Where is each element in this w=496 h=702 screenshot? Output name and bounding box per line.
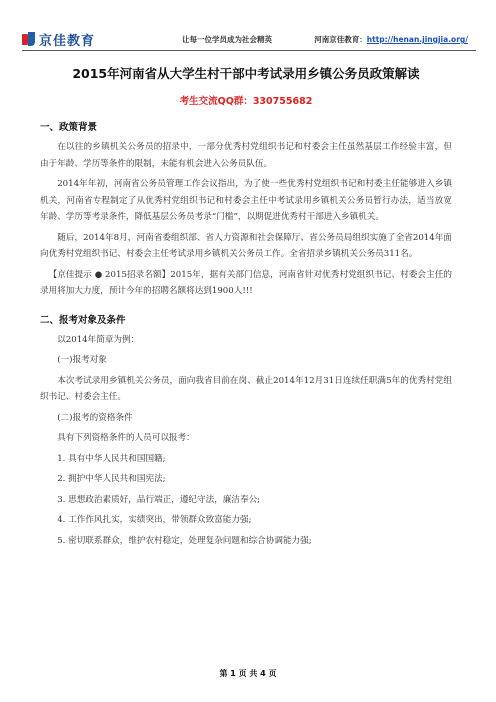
jingjia-logo [22,30,95,48]
paragraph: 本次考试录用乡镇机关公务员，面向我省目前在岗、截止2014年12月31日连续任职满5年的优秀村党组织书记、村委会主任。 [40,375,452,402]
site-label: 河南京佳教育： [314,35,367,44]
list-item: 4. 工作作风扎实，实绩突出，带领群众致富能力强; [57,515,252,525]
document-body [40,56,452,553]
paragraph: 2014年年初，河南省公务员管理工作会议指出，为了使一些优秀村党组织书记和村委主任能够进入乡镇机关，河南省专程制定了从优秀村党组织书记和村委会主任中考试录用乡镇机关公务员暂行办法，适当放宽年龄、学历等考录条件，降低基层公务员考录“门槛”，以期促进优秀村干部进入乡镇机关。 [40,179,452,222]
page-header [22,30,476,50]
header-site-info [314,34,468,45]
list-item: 3. 思想政治素质好，品行端正，遵纪守法，廉洁奉公; [57,494,261,505]
section-2-heading: 二、报考对象及条件 [40,314,126,326]
paragraph: 随后，2014年8月，河南省委组织部、省人力资源和社会保障厅、省公务员局组织实施了全省2014年面向优秀村党组织书记、村委会主任考试录用乡镇机关公务员工作。全省招录乡镇机关公务员311名。 [40,232,452,259]
list-item: 2. 拥护中华人民共和国宪法; [57,474,166,484]
paragraph: 具有下列资格条件的人员可以报考： [57,433,195,443]
logo-text: 京佳教育 [39,33,96,49]
document-title: 2015年河南省从大学生村干部中考试录用乡镇公务员政策解读 [72,66,420,81]
logo-mark-icon [22,32,36,46]
paragraph: 在以往的乡镇机关公务员的招录中，一部分优秀村党组织书记和村委会主任虽然基层工作经验丰富，但由于年龄、学历等条件的限制，未能有机会进入公务员队伍。 [40,142,452,169]
sub-heading: (二)报考的资格条件 [57,412,133,423]
paragraph: 以2014年简章为例： [57,334,140,345]
page-footer: 第 1 页 共 4 页 [219,669,277,678]
jingjia-tip-paragraph: 【京佳提示 ● 2015招录名额】2015年，据有关部门信息，河南省针对优秀村党组织书记、村委会主任的录用将加大力度，预计今年的招聘名额将达到1900人!!! [40,269,452,296]
header-divider [22,50,476,51]
qq-group-line: 考生交流QQ群：330755682 [179,96,313,107]
section-1-heading: 一、政策背景 [40,122,98,133]
list-item: 5. 密切联系群众，维护农村稳定，处理复杂问题和综合协调能力强; [57,535,312,546]
list-item: 1. 具有中华人民共和国国籍; [57,453,166,464]
header-slogan: 让每一位学员成为社会精英 [182,35,272,44]
site-url-link[interactable]: http://henan.jingjia.org/ [366,35,468,44]
sub-heading: (一)报考对象 [57,355,107,365]
